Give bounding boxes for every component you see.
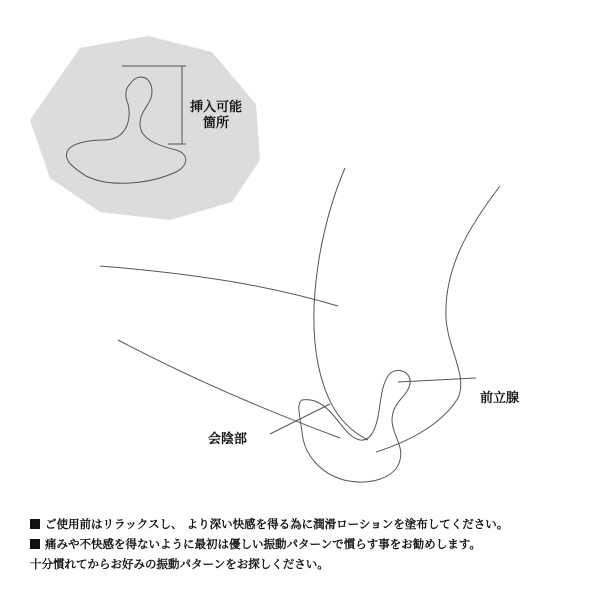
insertion-area-label-line1: 挿入可能	[190, 100, 243, 115]
body-line-back	[314, 168, 368, 440]
note-line-1	[30, 514, 590, 534]
square-bullet-icon	[30, 519, 40, 529]
note-line-3	[30, 554, 590, 574]
note-text-2: 痛みや不快感を得ないように最初は優しい振動パターンで慣らす事をお勧めします。	[45, 537, 481, 551]
insertion-area-label-line2: 箇所	[203, 116, 230, 131]
perineum-label: 会陰部	[208, 432, 248, 447]
note-line-2	[30, 534, 590, 554]
insertion-area-label	[190, 100, 242, 132]
body-line-upper	[100, 266, 338, 306]
prostate-label: 前立腺	[480, 391, 520, 406]
body-line-lower	[118, 340, 340, 438]
device-outline	[299, 370, 410, 482]
usage-notes	[30, 514, 590, 574]
note-text-1: ご使用前はリラックスし、 より深い快感を得る為に潤滑ローションを塗布してください。	[45, 517, 509, 531]
perineum-leader-line	[270, 404, 330, 434]
square-bullet-icon	[30, 539, 40, 549]
note-text-3: 十分慣れてからお好みの振動パターンをお探しください。	[30, 557, 329, 571]
body-line-front	[376, 186, 500, 452]
